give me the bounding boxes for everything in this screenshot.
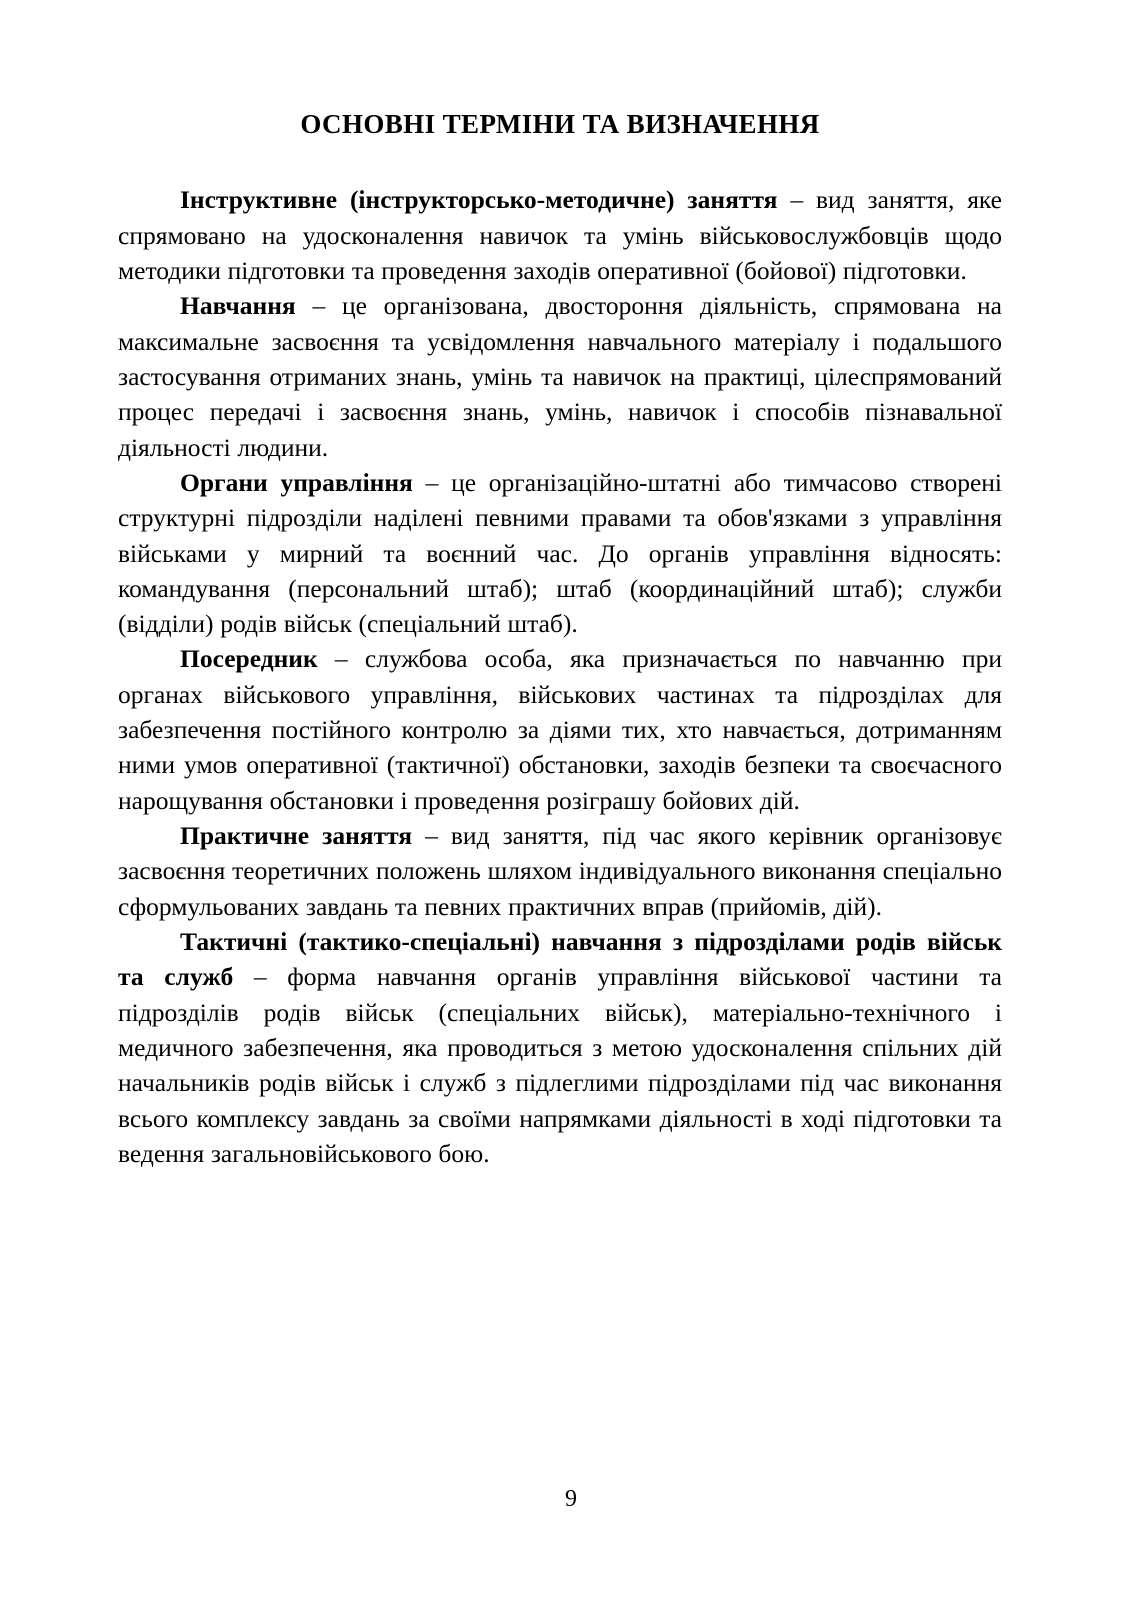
definition-text: – форма навчання органів управління військової частини та підрозділів родів військ (спеціальних військ), матеріально-технічного і медичного забезпечення, яка проводиться з метою удосконалення спільних дій начальників родів військ і служб з підлеглими підрозділами під час виконання всього комплексу завдань за своїми напрямками діяльності в ході підготовки та ведення загальновійськового бою. [118, 962, 1002, 1168]
term-label: Органи управління [180, 467, 413, 497]
definition-entry-navchannya [118, 288, 1002, 465]
definition-text: – це організаційно-штатні або тимчасово створені структурні підрозділи наділені певними правами та обов'язками з управління військами у мирний та воєнний час. До органів управління відносять: командування (персональний штаб); штаб (координаційний штаб); служби (відділи) родів військ (спеціальний штаб). [118, 467, 1002, 639]
definition-entry-praktychne-zanyattya [118, 818, 1002, 924]
term-label: Тактичні (тактико-спеціальні) навчання з підрозділами родів військ та служб [118, 926, 1002, 992]
term-label: Посередник [180, 644, 318, 674]
definition-entry-instruktyvne-zanyattya [118, 182, 1002, 288]
definition-text: – це організована, двостороння діяльність, спрямована на максимальне засвоєння та усвідомлення навчального матеріалу і подальшого застосування отриманих знань, умінь та навичок на практиці, цілеспрямований процес передачі і засвоєння знань, умінь, навичок і способів пізнавальної діяльності людини. [118, 291, 1002, 462]
page-content [118, 108, 1002, 1171]
page-title: ОСНОВНІ ТЕРМІНИ ТА ВИЗНАЧЕННЯ [300, 109, 820, 139]
definition-text: – службова особа, яка призначається по навчанню при органах військового управління, військових частинах та підрозділах для забезпечення постійного контролю за діями тих, хто навчається, дотриманням ними умов оперативної (тактичної) обстановки, заходів безпеки та своєчасного нарощування обстановки і проведення розіграшу бойових дій. [118, 644, 1002, 815]
definition-text: – вид заняття, яке спрямовано на удосконалення навичок та умінь військовослужбовців щодо методики підготовки та проведення заходів оперативної (бойової) підготовки. [118, 185, 1003, 286]
definition-entry-taktychni-navchannya [118, 924, 1002, 1171]
page-number: 9 [565, 1486, 577, 1512]
definition-entry-poserednyk [118, 641, 1002, 818]
term-label: Інструктивне (інструкторсько-методичне) заняття [180, 185, 778, 215]
definition-text: – вид заняття, під час якого керівник організовує засвоєння теоретичних положень шляхом індивідуального виконання спеціально сформульованих завдань та певних практичних вправ (прийомів, дій). [118, 821, 1002, 921]
term-label: Практичне заняття [180, 821, 413, 851]
term-label: Навчання [180, 291, 296, 321]
definition-entry-organy-upravlinnya [118, 465, 1002, 642]
